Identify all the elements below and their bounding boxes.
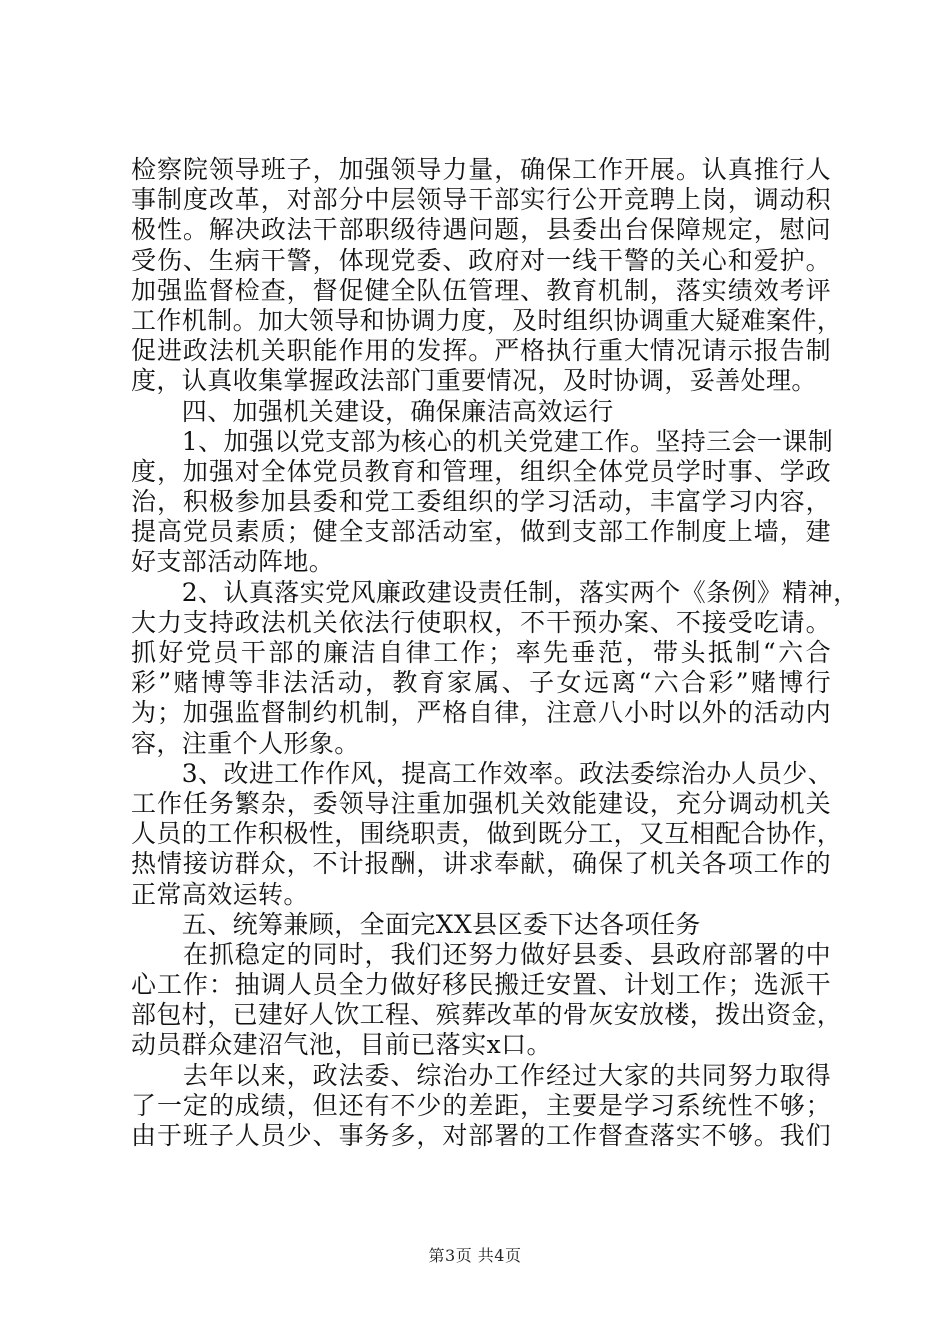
text-line: 正常高效运转。 bbox=[131, 879, 309, 909]
text-line: 加强监督检查，督促健全队伍管理、教育机制，落实绩效考评 bbox=[131, 275, 831, 305]
text-line: 动员群众建沼气池，目前已落实x口。 bbox=[131, 1030, 552, 1060]
text-line: 五、统筹兼顾，全面完XX县区委下达各项任务 bbox=[131, 909, 701, 939]
text-line: 检察院领导班子，加强领导力量，确保工作开展。认真推行人 bbox=[131, 155, 831, 184]
text-line: 彩”赌博等非法活动，教育家属、子女远离“六合彩”赌博行 bbox=[131, 668, 831, 698]
text-line: 四、加强机关建设，确保廉洁高效运行 bbox=[131, 396, 614, 426]
text-line: 工作任务繁杂，委领导注重加强机关效能建设，充分调动机关 bbox=[131, 788, 831, 818]
text-line: 极性。解决政法干部职级待遇问题，县委出台保障规定，慰问 bbox=[131, 215, 831, 245]
text-line: 事制度改革，对部分中层领导干部实行公开竞聘上岗，调动积 bbox=[131, 185, 831, 215]
text-line: 1、加强以党支部为核心的机关党建工作。坚持三会一课制 bbox=[131, 426, 834, 456]
text-line: 大力支持政法机关依法行使职权，不干预办案、不接受吃请。 bbox=[131, 607, 831, 637]
text-line: 部包村，已建好人饮工程、殡葬改革的骨灰安放楼，拨出资金， bbox=[131, 1000, 843, 1030]
text-line: 由于班子人员少、事务多，对部署的工作督查落实不够。我们 bbox=[131, 1121, 831, 1150]
text-line: 心工作：抽调人员全力做好移民搬迁安置、计划工作；选派干 bbox=[131, 970, 831, 1000]
text-line: 提高党员素质；健全支部活动室，做到支部工作制度上墙，建 bbox=[131, 517, 831, 547]
text-line: 热情接访群众，不计报酬，讲求奉献，确保了机关各项工作的 bbox=[131, 849, 831, 879]
text-line: 促进政法机关职能作用的发挥。严格执行重大情况请示报告制 bbox=[131, 336, 831, 366]
text-line: 好支部活动阵地。 bbox=[131, 547, 335, 577]
text-line: 工作机制。加大领导和协调力度，及时组织协调重大疑难案件， bbox=[131, 305, 843, 335]
document-body bbox=[131, 155, 859, 1151]
text-line: 为；加强监督制约机制，严格自律，注意八小时以外的活动内 bbox=[131, 698, 831, 728]
text-line: 度，认真收集掌握政法部门重要情况，及时协调，妥善处理。 bbox=[131, 366, 817, 396]
text-line: 容，注重个人形象。 bbox=[131, 728, 360, 758]
text-line: 治，积极参加县委和党工委组织的学习活动，丰富学习内容， bbox=[131, 487, 831, 517]
text-line: 去年以来，政法委、综治办工作经过大家的共同努力取得 bbox=[131, 1060, 831, 1090]
text-line: 人员的工作积极性，围绕职责，做到既分工，又互相配合协作， bbox=[131, 819, 843, 849]
text-line: 3、改进工作作风，提高工作效率。政法委综治办人员少、 bbox=[131, 758, 834, 788]
text-line: 2、认真落实党风廉政建设责任制，落实两个《条例》精神， bbox=[131, 577, 859, 607]
text-line: 在抓稳定的同时，我们还努力做好县委、县政府部署的中 bbox=[131, 939, 831, 969]
text-line: 受伤、生病干警，体现党委、政府对一线干警的关心和爱护。 bbox=[131, 245, 831, 275]
text-line: 了一定的成绩，但还有不少的差距，主要是学习系统性不够； bbox=[131, 1090, 831, 1120]
text-line: 度，加强对全体党员教育和管理，组织全体党员学时事、学政 bbox=[131, 456, 831, 486]
text-line: 抓好党员干部的廉洁自律工作；率先垂范，带头抵制“六合 bbox=[131, 638, 831, 667]
page-footer: 第3页 共4页 bbox=[428, 1246, 522, 1265]
